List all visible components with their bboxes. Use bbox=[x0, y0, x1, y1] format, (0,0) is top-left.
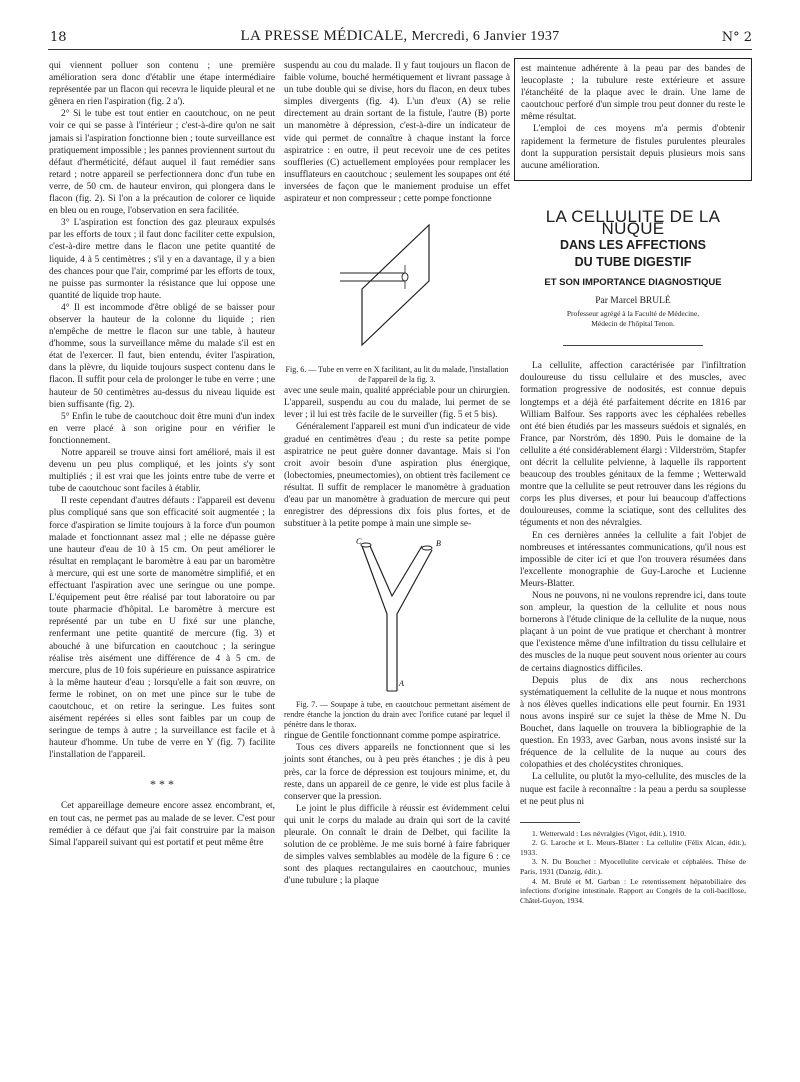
paragraph: 5° Enfin le tube de caoutchouc doit être muni d'un index en verre placé à son origine pour en vérifier le fonctionnement. bbox=[49, 411, 275, 446]
paragraph: Tous ces divers appareils ne fonctionnent que si les joints sont étanches, ou à peu près étanches ; je dis à peu près, car la force de dépression est toujours minime, et, du reste, dans un appareil de ce genre, le vide est plus facile à conserver que la pression. bbox=[284, 743, 510, 802]
page-number: 18 bbox=[50, 30, 67, 45]
footnote: 4. M. Brulé et M. Garban : Le retentissement hépatobiliaire des infections d'origine intestinale. Rapport au Congrès de la coli-bacillose, Châtel-Guyon, 1934. bbox=[520, 876, 746, 905]
paragraph: La cellulite, affection caractérisée par l'infiltration douloureuse du tissu cellulaire et des muscles, avec formation progressive de nodosités, est connue depuis longtemps et a déjà été parfaitement décrite en 1816 par William Balfour. Ses rapports avec les céphalées rebelles ont été bien étudiés par les masseurs suédois et signalés, en France, par Norström, dès 1890. Puis le domaine de la cellulite a été considérablement élargi : Vilderström, Stapfer ont décrit la cellulite pelvienne, à laquelle ils rapportent beaucoup des troubles génitaux de la femme ; Wetterwald montre que la cellulite se peut retrouver dans les régions du corps les plus diverses, et pour lui beaucoup d'affections douloureuses, comme la sciatique, sont des cellulites des téguments et non des névralgies. bbox=[520, 361, 746, 529]
paragraph: qui viennent polluer son contenu ; une première amélioration sera donc d'établir une étape intermédiaire représentée par un flacon qui recevra le liquide pleural et ne gênera en rien l'aspiration (fig. 2 a'). bbox=[49, 61, 275, 108]
paragraph: 2° Si le tube est tout entier en caoutchouc, on ne peut voir ce qui se passe à l'intérieur ; c'est-à-dire qu'on ne sait jamais si l'aspiration fonctionne bien ; toute surveillance est pratiquement impossible ; les pannes proviennent surtout du défaut d'herméticité, défaut auquel il faut remédier sans retard ; notre appareil se perfectionnera donc d'un tube en verre, de 50 cm. de hauteur environ, qui plongera dans le flacon (fig. 2). Si l'on a la précaution de colorer ce liquide en bleu ou en rouge, l'observation en sera facilitée. bbox=[49, 109, 275, 217]
paragraph: Le joint le plus difficile à réussir est évidemment celui qui unit le corps du malade au drain qui sort de la cavité pleurale. On connaît le drain de Delbet, qui facilite la solution de ce problème. Je me suis borné à faire fabriquer de simples valves semblables au modèle de la figure 6 : ce sont des plaques rectangulaires en caoutchouc, munies d'une tubulure ; la plaque bbox=[284, 803, 510, 887]
issue-date: Mercredi, 6 Janvier 1937 bbox=[411, 29, 560, 44]
paragraph: 3° L'aspiration est fonction des gaz pleuraux expulsés par les efforts de toux ; il faut donc faciliter cette expulsion, c'est-à-dire mettre dans le flacon une petite quantité de liquide, 4 à 5 centimètres ; s'il y en a davantage, il y a bien des chances pour que l'air, comprimé par les efforts de toux, ne puisse pas surmonter la résistance que lui oppose une quantité de liquide trop haute. bbox=[49, 218, 275, 301]
author-affiliation bbox=[520, 309, 746, 329]
figure-6-caption: Fig. 6. — Tube en verre en X facilitant, au lit du malade, l'installation de l'appareil de la fig. 3. bbox=[285, 365, 509, 385]
paragraph: Cet appareillage demeure encore assez encombrant, et, en tout cas, ne permet pas au malade de se lever. C'est pour remédier à ce défaut que j'ai fait construire par la maison Simal l'appareil suivant qui est portatif et peut même être bbox=[49, 801, 275, 848]
figure-7-caption: Fig. 7. — Soupape à tube, en caoutchouc permettant aisément de rendre étanche la jonction du drain avec l'orifice cutané par lequel il pénètre dans le thorax. bbox=[284, 700, 510, 730]
column-right bbox=[520, 60, 746, 905]
paragraph: Nous ne pouvons, ni ne voulons reprendre ici, dans toute son ampleur, la question de la cellulite et nous nous bornerons à l'étude clinique de la cellulite de la nuque, nous plaçant à un point de vue pratique et cherchant à montrer que l'existence même d'une infiltration du tissu cellulaire et des muscles de la nuque peut souvent nous orienter au cours de certains diagnostics difficiles. bbox=[520, 591, 746, 674]
page-header bbox=[0, 0, 800, 50]
paragraph: 4° Il est incommode d'être obligé de se baisser pour observer la hauteur de la colonne du liquide ; rien n'empêche de mettre le flacon sur une table, à hauteur d'homme, sous la surveillance même du malade s'il est en état de l'exercer. Il faut, bien entendu, éviter l'aspiration, dans la plèvre, du liquide toujours suspect contenu dans le flacon. Il suffit pour cela de prolonger le tube en verre ; une hauteur de 50 centimètres au-dessus du niveau liquide est bien suffisante (fig. 2). bbox=[49, 302, 275, 410]
affiliation-line-1: Professeur agrégé à la Faculté de Médecine, bbox=[566, 309, 700, 319]
section-stars: * * * bbox=[150, 777, 174, 792]
column-left bbox=[49, 60, 275, 849]
journal-name: LA PRESSE MÉDICALE, bbox=[240, 28, 408, 44]
figure-7-label-b: B bbox=[436, 539, 441, 549]
footnote: 2. G. Laroche et L. Meurs-Blatter : La cellulite (Félix Alcan, édit.), 1933. bbox=[520, 838, 746, 857]
paragraph: est maintenue adhérente à la peau par des bandes de leucoplaste ; la tubulure reste extérieure et assure l'étanchéité de la plaque avec le drain. Une lame de caoutchouc perforé d'un simple trou peut donner du reste le même résultat. bbox=[521, 64, 745, 123]
article-subtitle-1: DANS LES AFFECTIONS bbox=[559, 238, 707, 253]
paragraph: avec une seule main, qualité appréciable pour un chirurgien. L'appareil, suspendu au cou du malade, lui permet de se lever ; il lui est très facile de le surveiller (fig. 5 et 5 bis). bbox=[284, 386, 510, 421]
paragraph: En ces dernières années la cellulite a fait l'objet de nombreuses et intéressantes communications, qu'il nous est impossible de citer ici et que l'on trouvera résumées dans l'excellente monographie de Guy-Laroche et Lucienne Meurs-Blatter. bbox=[520, 530, 746, 589]
continued-article-box bbox=[514, 58, 752, 181]
footnote: 1. Wetterwald : Les névralgies (Vigot, édit.), 1910. bbox=[532, 828, 687, 838]
journal-title bbox=[190, 28, 610, 45]
column-middle bbox=[284, 60, 510, 887]
affiliation-line-2: Médecin de l'hôpital Tenon. bbox=[591, 319, 675, 329]
figure-7-label-a: A bbox=[399, 679, 404, 689]
paragraph: Notre appareil se trouve ainsi fort amélioré, mais il est devenu un peu plus compliqué, et les joints s'y sont multipliés ; il est vrai que les joints entre tube de verre et tube de caoutchouc sont faciles à établir. bbox=[49, 448, 275, 495]
paragraph: Depuis plus de dix ans nous recherchons systématiquement la cellulite de la nuque et nous montrons à nos élèves quelles indications elle peut fournir. En 1931 nous avons inspiré sur ce sujet la thèse de Mme N. Du Bouchet, dans laquelle on trouvera la bibliographie de la question. En 1933, avec Garban, nous avons insisté sur la fréquence de la cellulite de la nuque au cours des colopathies et des cholécystites chroniques. bbox=[520, 675, 746, 771]
paragraph: Généralement l'appareil est muni d'un indicateur de vide gradué en centimètres d'eau ; du reste sa petite pompe aspiratrice ne peut guère donner davantage. Mais si l'on croit avoir besoin d'une aspiration plus énergique, (lobectomies, pneumectomies), on obtient très facilement ce résultat. Il suffit de remplacer le manomètre à graduation d'eau par un manomètre à graduation de mercure qui peut enregistrer des dépressions dix fois plus fortes, et de substituer à la petite pompe à main une simple se- bbox=[284, 422, 510, 530]
paragraph: ringue de Gentile fonctionnant comme pompe aspiratrice. bbox=[284, 731, 501, 742]
figure-6-glass-tube bbox=[337, 211, 457, 361]
footnote: 3. N. Du Bouchet : Myocellulite cervicale et céphalées. Thèse de Paris, 1931 (Danzig, édit.). bbox=[520, 857, 746, 877]
figure-7-y-tube bbox=[342, 536, 452, 696]
figure-7-label-c: C bbox=[356, 537, 362, 547]
article-subtitle-2: DU TUBE DIGESTIF bbox=[574, 255, 692, 270]
article-byline: Par Marcel BRULÉ bbox=[595, 296, 671, 307]
paragraph: suspendu au cou du malade. Il y faut toujours un flacon de faible volume, bouché hermétiquement et livrant passage à un tube double qui se divise, hors du flacon, en deux tubes simples divergents (fig. 4). L'un d'eux (A) se relie directement au drain sortant de la fistule, l'autre (B) porte un manomètre à dépression, c'est-à-dire un indicateur de vide qui permet de connaître à chaque instant la force aspiratrice : en outre, il peut recevoir une de ces petites souffleries (C) actuellement employées pour remplacer les insufflateurs en caoutchouc ; seulement les soupapes ont été inversées de façon que le maniement produise un effet aspirateur et non compresseur ; cette pompe fonctionne bbox=[284, 61, 510, 205]
article-subtitle-3: ET SON IMPORTANCE DIAGNOSTIQUE bbox=[544, 277, 722, 289]
header-rule bbox=[48, 49, 752, 50]
article-title: LA CELLULITE DE LA NUQUE bbox=[545, 206, 721, 238]
footnote-rule bbox=[520, 822, 580, 823]
issue-number: N° 2 bbox=[721, 30, 752, 45]
title-separator bbox=[563, 345, 703, 346]
paragraph: Il reste cependant d'autres défauts : l'appareil est devenu plus compliqué sans que son efficacité soit augmentée ; la force d'aspiration se limite toujours à la force d'un poumon malade et fonctionnant assez mal ; elle ne dépasse guère une hauteur d'eau de 10 à 15 cm. On peut améliorer le résultat en remplaçant le baromètre à eau par un baromètre à mercure, qui est une sorte de manomètre simplifié, et en effectuant l'aspiration avec une seringue ou une pompe. L'équipement peut être réalisé par tout laboratoire ou par toute pharmacie d'hôpital. Le baromètre à mercure est représenté par un tube en U fixé sur une planche, renfermant une petite quantité de mercure (fig. 3) et abouché à une bifurcation en caoutchouc ; la seringue réalise très aisément une différence de 4 à 5 cm. de mercure, plus de 10 fois supérieure en puissance aspiratrice à la même hauteur d'eau ; lorsqu'elle a fait son œuvre, on ferme le robinet, on on met une pince sur le tube de caoutchouc, et on retire la seringue. Les fuites sont aisément repérées si elles sont faibles par un coup de seringue de temps à autre ; la surveillance est facile et à hauteur d'homme. Un tube de verre en Y (fig. 7) facilite l'installation de l'appareil. bbox=[49, 496, 275, 761]
paragraph: La cellulite, ou plutôt la myo-cellulite, des muscles de la nuque est facile à reconnaître : la peau a perdu sa souplesse et ne peut plus ni bbox=[520, 772, 746, 807]
paragraph: L'emploi de ces moyens m'a permis d'obtenir rapidement la fermeture de fistules purulentes pleurales dont la suppuration persistait depuis plusieurs mois sans aucune amélioration. bbox=[521, 124, 745, 171]
